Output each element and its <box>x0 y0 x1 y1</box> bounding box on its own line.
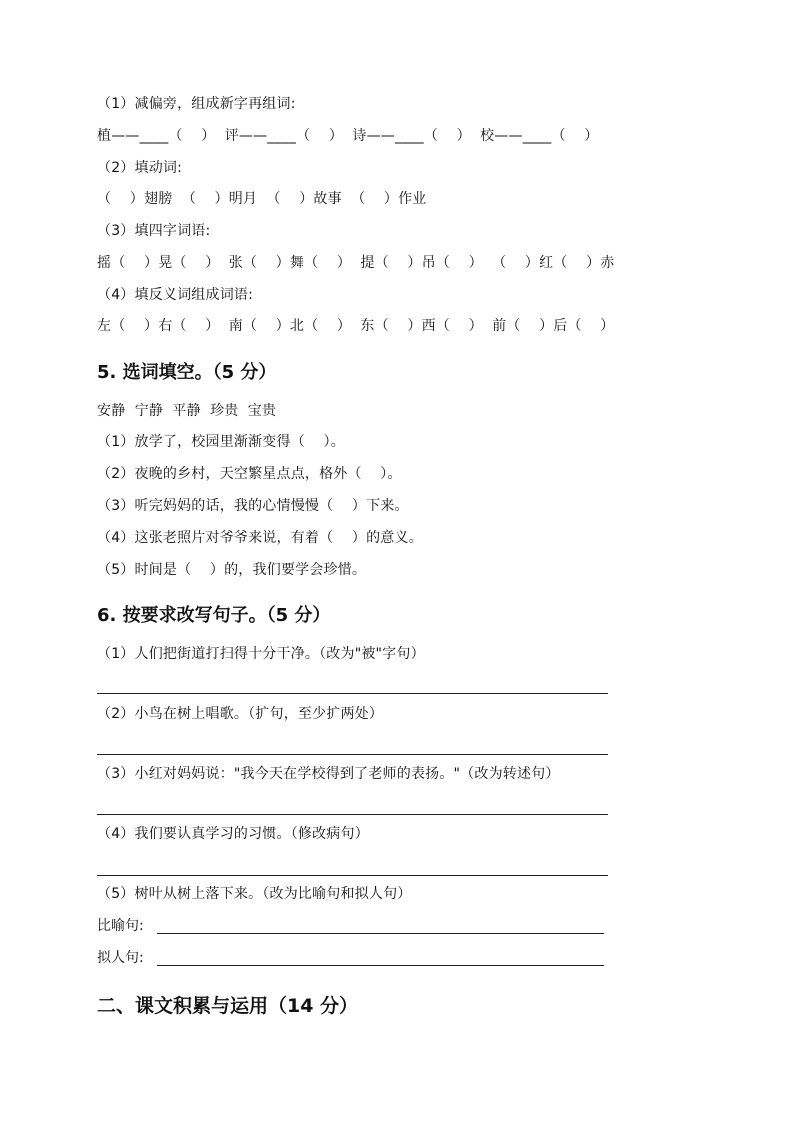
question-6-5: （5）树叶从树上落下来。（改为比喻句和拟人句） <box>97 886 412 902</box>
question-5-2: （2）夜晚的乡村，天空繁星点点，格外（ ）。 <box>97 466 402 482</box>
question-6-1: （1）人们把街道打扫得十分干净。（改为"被"字句） <box>97 646 425 662</box>
question-4-4-row: 左（ ）右（ ） 南（ ）北（ ） 东（ ）西（ ） 前（ ）后（ ） <box>97 318 615 334</box>
metaphor-answer-line[interactable] <box>157 933 604 934</box>
question-4-2-row: （ ）翅膀 （ ）明月 （ ）故事 （ ）作业 <box>97 191 427 207</box>
question-4-2: （2）填动词: <box>97 160 183 176</box>
section-5-title: 5. 选词填空。（5 分） <box>97 362 277 383</box>
answer-line-6-4[interactable] <box>97 875 608 876</box>
question-5-4: （4）这张老照片对爷爷来说，有着（ ）的意义。 <box>97 530 423 546</box>
personification-answer-line[interactable] <box>157 965 604 966</box>
answer-line-6-3[interactable] <box>97 814 608 815</box>
question-5-1: （1）放学了，校园里渐渐变得（ ）。 <box>97 434 345 450</box>
answer-line-6-1[interactable] <box>97 693 608 694</box>
question-4-1-row: 植——____（ ） 评——____（ ） 诗——____（ ） 校——____（ ） <box>97 128 599 144</box>
question-4-4: （4）填反义词组成词语: <box>97 287 254 303</box>
question-4-3: （3）填四字词语: <box>97 223 211 239</box>
question-4-3-row: 摇（ ）晃（ ） 张（ ）舞（ ） 提（ ）吊（ ） （ ）红（ ）赤 <box>97 255 615 271</box>
question-6-2: （2）小鸟在树上唱歌。（扩句，至少扩两处） <box>97 706 384 722</box>
answer-line-6-2[interactable] <box>97 754 608 755</box>
question-4-1: （1）减偏旁，组成新字再组词: <box>97 96 296 112</box>
question-5-3: （3）听完妈妈的话，我的心情慢慢（ ）下来。 <box>97 498 409 514</box>
metaphor-label: 比喻句: <box>97 918 144 934</box>
personification-label: 拟人句: <box>97 950 144 966</box>
part-2-title: 二、课文积累与运用（14 分） <box>97 995 359 1017</box>
question-6-3: （3）小红对妈妈说："我今天在学校得到了老师的表扬。"（改为转述句） <box>97 766 560 782</box>
section-6-title: 6. 按要求改写句子。（5 分） <box>97 605 331 626</box>
word-bank: 安静 宁静 平静 珍贵 宝贵 <box>97 403 277 419</box>
question-5-5: （5）时间是（ ）的，我们要学会珍惜。 <box>97 562 367 578</box>
question-6-4: （4）我们要认真学习的习惯。（修改病句） <box>97 826 369 842</box>
